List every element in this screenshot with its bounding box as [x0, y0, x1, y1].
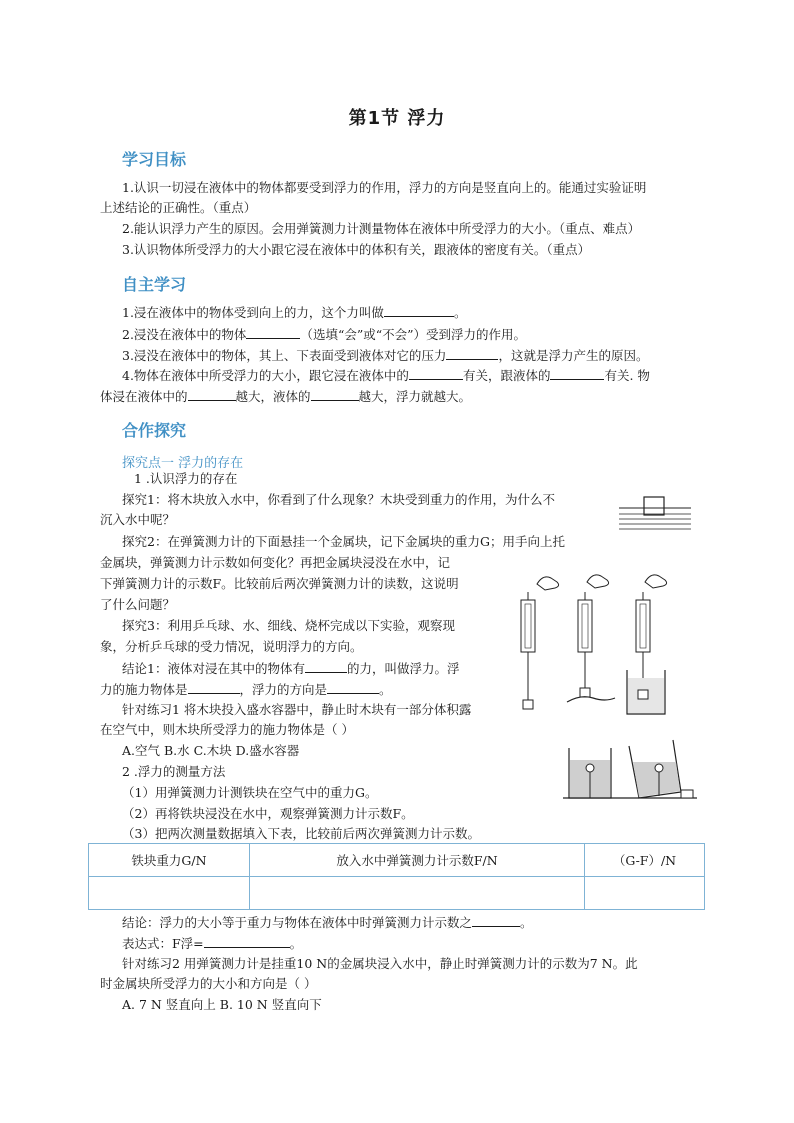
wood-block [644, 497, 664, 515]
explore-2-d: 了什么问题？ [100, 597, 176, 612]
wedge-block [681, 790, 693, 798]
table-cell[interactable] [585, 877, 705, 910]
self-q4-text-d: 体浸在液体中的 [100, 389, 188, 404]
explore-2-a: 探究2：在弹簧测力计的下面悬挂一个金属块，记下金属块的重力G；用手向上托 [122, 534, 565, 549]
answer-blank[interactable] [246, 325, 300, 339]
conclusion-1-text-e: 。 [379, 682, 392, 697]
section-heading-goals: 学习目标 [122, 150, 187, 169]
answer-blank[interactable] [327, 680, 379, 694]
data-table [88, 843, 705, 910]
ping-pong-ball [586, 764, 594, 772]
spring-scale-1 [521, 577, 559, 709]
conclusion-1-a [122, 659, 459, 678]
self-q3 [122, 346, 648, 365]
answer-blank[interactable] [472, 913, 520, 927]
page-title: 第1节 浮力 [348, 108, 446, 129]
self-q4-text-e: 越大，液体的 [235, 389, 311, 404]
answer-blank[interactable] [204, 934, 290, 948]
ping-pong-ball [655, 764, 663, 772]
subheading-1: 1 .认识浮力的存在 [134, 471, 238, 486]
table-header-row [89, 844, 705, 877]
self-q4-line-a [122, 366, 650, 385]
subheading-2: 2 .浮力的测量方法 [122, 764, 226, 779]
table-cell[interactable] [250, 877, 585, 910]
spring-scale-3 [627, 575, 667, 714]
answer-blank[interactable] [384, 303, 454, 317]
self-q4-text-b: 有关，跟液体的 [462, 368, 551, 383]
header-cell-reading: 放入水中弹簧测力计示数F/N [250, 844, 585, 877]
section-heading-self: 自主学习 [122, 275, 187, 294]
self-q2 [122, 325, 526, 344]
expression-text: 表达式：F浮= [122, 936, 204, 951]
self-q2-end: （选填“会”或“不会”）受到浮力的作用。 [300, 327, 526, 342]
conclusion-1-b [100, 680, 392, 699]
practice-2-a: 针对练习2 用弹簧测力计是挂重10 N的金属块浸入水中，静止时弹簧测力计的示数为7 N。此 [122, 956, 638, 971]
explore-2-b: 金属块，弹簧测力计示数如何变化？再把金属块浸没在水中，记 [100, 555, 451, 570]
explore-3-a: 探究3：利用乒乓球、水、细线、烧杯完成以下实验，观察现 [122, 618, 455, 633]
answer-blank[interactable] [311, 387, 359, 401]
ping-pong-beaker-figure [563, 738, 699, 802]
answer-blank[interactable] [409, 366, 463, 380]
self-q2-text: 2.浸没在液体中的物体 [122, 327, 247, 342]
section-heading-coop: 合作探究 [122, 421, 187, 440]
self-q4-text-a: 4.物体在液体中所受浮力的大小，跟它浸在液体中的 [122, 368, 409, 383]
method-1: （1）用弹簧测力计测铁块在空气中的重力G。 [122, 785, 378, 800]
conclusion-1-text-d: ，浮力的方向是 [239, 682, 328, 697]
method-3: （3）把两次测量数据填入下表，比较前后两次弹簧测力计示数。 [122, 826, 480, 841]
self-q1-text: 1.浸在液体中的物体受到向上的力，这个力叫做 [122, 305, 384, 320]
explore-3-b: 象，分析乒乓球的受力情况，说明浮力的方向。 [100, 639, 363, 654]
table-cell[interactable] [89, 877, 250, 910]
table-row [89, 877, 705, 910]
conclusion-2-end: 。 [520, 915, 533, 930]
self-q4-text-f: 越大，浮力就越大。 [358, 389, 472, 404]
goal-1-line-b: 上述结论的正确性。（重点） [100, 200, 257, 215]
metal-block [580, 688, 590, 697]
header-cell-weight: 铁块重力G/N [89, 844, 250, 877]
conclusion-2-text: 结论：浮力的大小等于重力与物体在液体中时弹簧测力计示数之 [122, 915, 473, 930]
goal-1-line-a: 1.认识一切浸在液体中的物体都要受到浮力的作用，浮力的方向是竖直向上的。能通过实验证明 [122, 180, 647, 195]
beaker-tilted [629, 740, 693, 798]
explore-point-1: 探究点一 浮力的存在 [122, 456, 244, 471]
method-2: （2）再将铁块浸没在水中，观察弹簧测力计示数F。 [122, 806, 414, 821]
conclusion-1-text-a: 结论1：液体对浸在其中的物体有 [122, 661, 305, 676]
conclusion-1-text-b: 的力，叫做浮力。浮 [346, 661, 460, 676]
answer-blank[interactable] [305, 659, 347, 673]
floating-block-figure [617, 494, 693, 532]
practice-1-a: 针对练习1 将木块投入盛水容器中，静止时木块有一部分体积露 [122, 702, 472, 717]
self-q1-end: 。 [453, 305, 467, 320]
practice-1-b: 在空气中，则木块所受浮力的施力物体是（ ） [100, 722, 354, 737]
explore-2-c: 下弹簧测力计的示数F。比较前后两次弹簧测力计的读数，这说明 [100, 576, 459, 591]
self-q3-text: 3.浸没在液体中的物体，其上、下表面受到液体对它的压力 [122, 348, 447, 363]
header-cell-difference: （G-F）/N [585, 844, 705, 877]
answer-blank[interactable] [550, 366, 604, 380]
water-hatching [619, 514, 691, 529]
spring-scale-figure [515, 570, 695, 720]
answer-blank[interactable] [188, 680, 240, 694]
supporting-hand [567, 697, 615, 702]
practice-1-options: A.空气 B.水 C.木块 D.盛水容器 [122, 743, 300, 758]
spring-scale-2 [567, 575, 615, 702]
practice-2-b: 时金属块所受浮力的大小和方向是（ ） [100, 976, 317, 991]
self-q4-line-b [100, 387, 471, 406]
self-q4-text-c: 有关. 物 [604, 368, 650, 383]
answer-blank[interactable] [446, 346, 498, 360]
goal-2: 2.能认识浮力产生的原因。会用弹簧测力计测量物体在液体中所受浮力的大小。（重点、难点） [122, 221, 641, 236]
expression-end: 。 [289, 936, 303, 951]
self-q3-end: ，这就是浮力产生的原因。 [498, 348, 649, 363]
explore-1-b: 沉入水中呢？ [100, 512, 176, 527]
metal-block [523, 700, 533, 709]
conclusion-1-text-c: 力的施力物体是 [100, 682, 188, 697]
self-q1 [122, 303, 466, 322]
answer-blank[interactable] [188, 387, 236, 401]
metal-block [638, 690, 648, 699]
goal-3: 3.认识物体所受浮力的大小跟它浸在液体中的体积有关，跟液体的密度有关。（重点） [122, 242, 591, 257]
conclusion-2 [122, 913, 533, 932]
explore-1-a: 探究1：将木块放入水中，你看到了什么现象？木块受到重力的作用，为什么不 [122, 492, 555, 507]
beaker-upright [569, 748, 611, 798]
expression [122, 934, 302, 953]
practice-2-options: A. 7 N 竖直向上 B. 10 N 竖直向下 [122, 997, 322, 1012]
